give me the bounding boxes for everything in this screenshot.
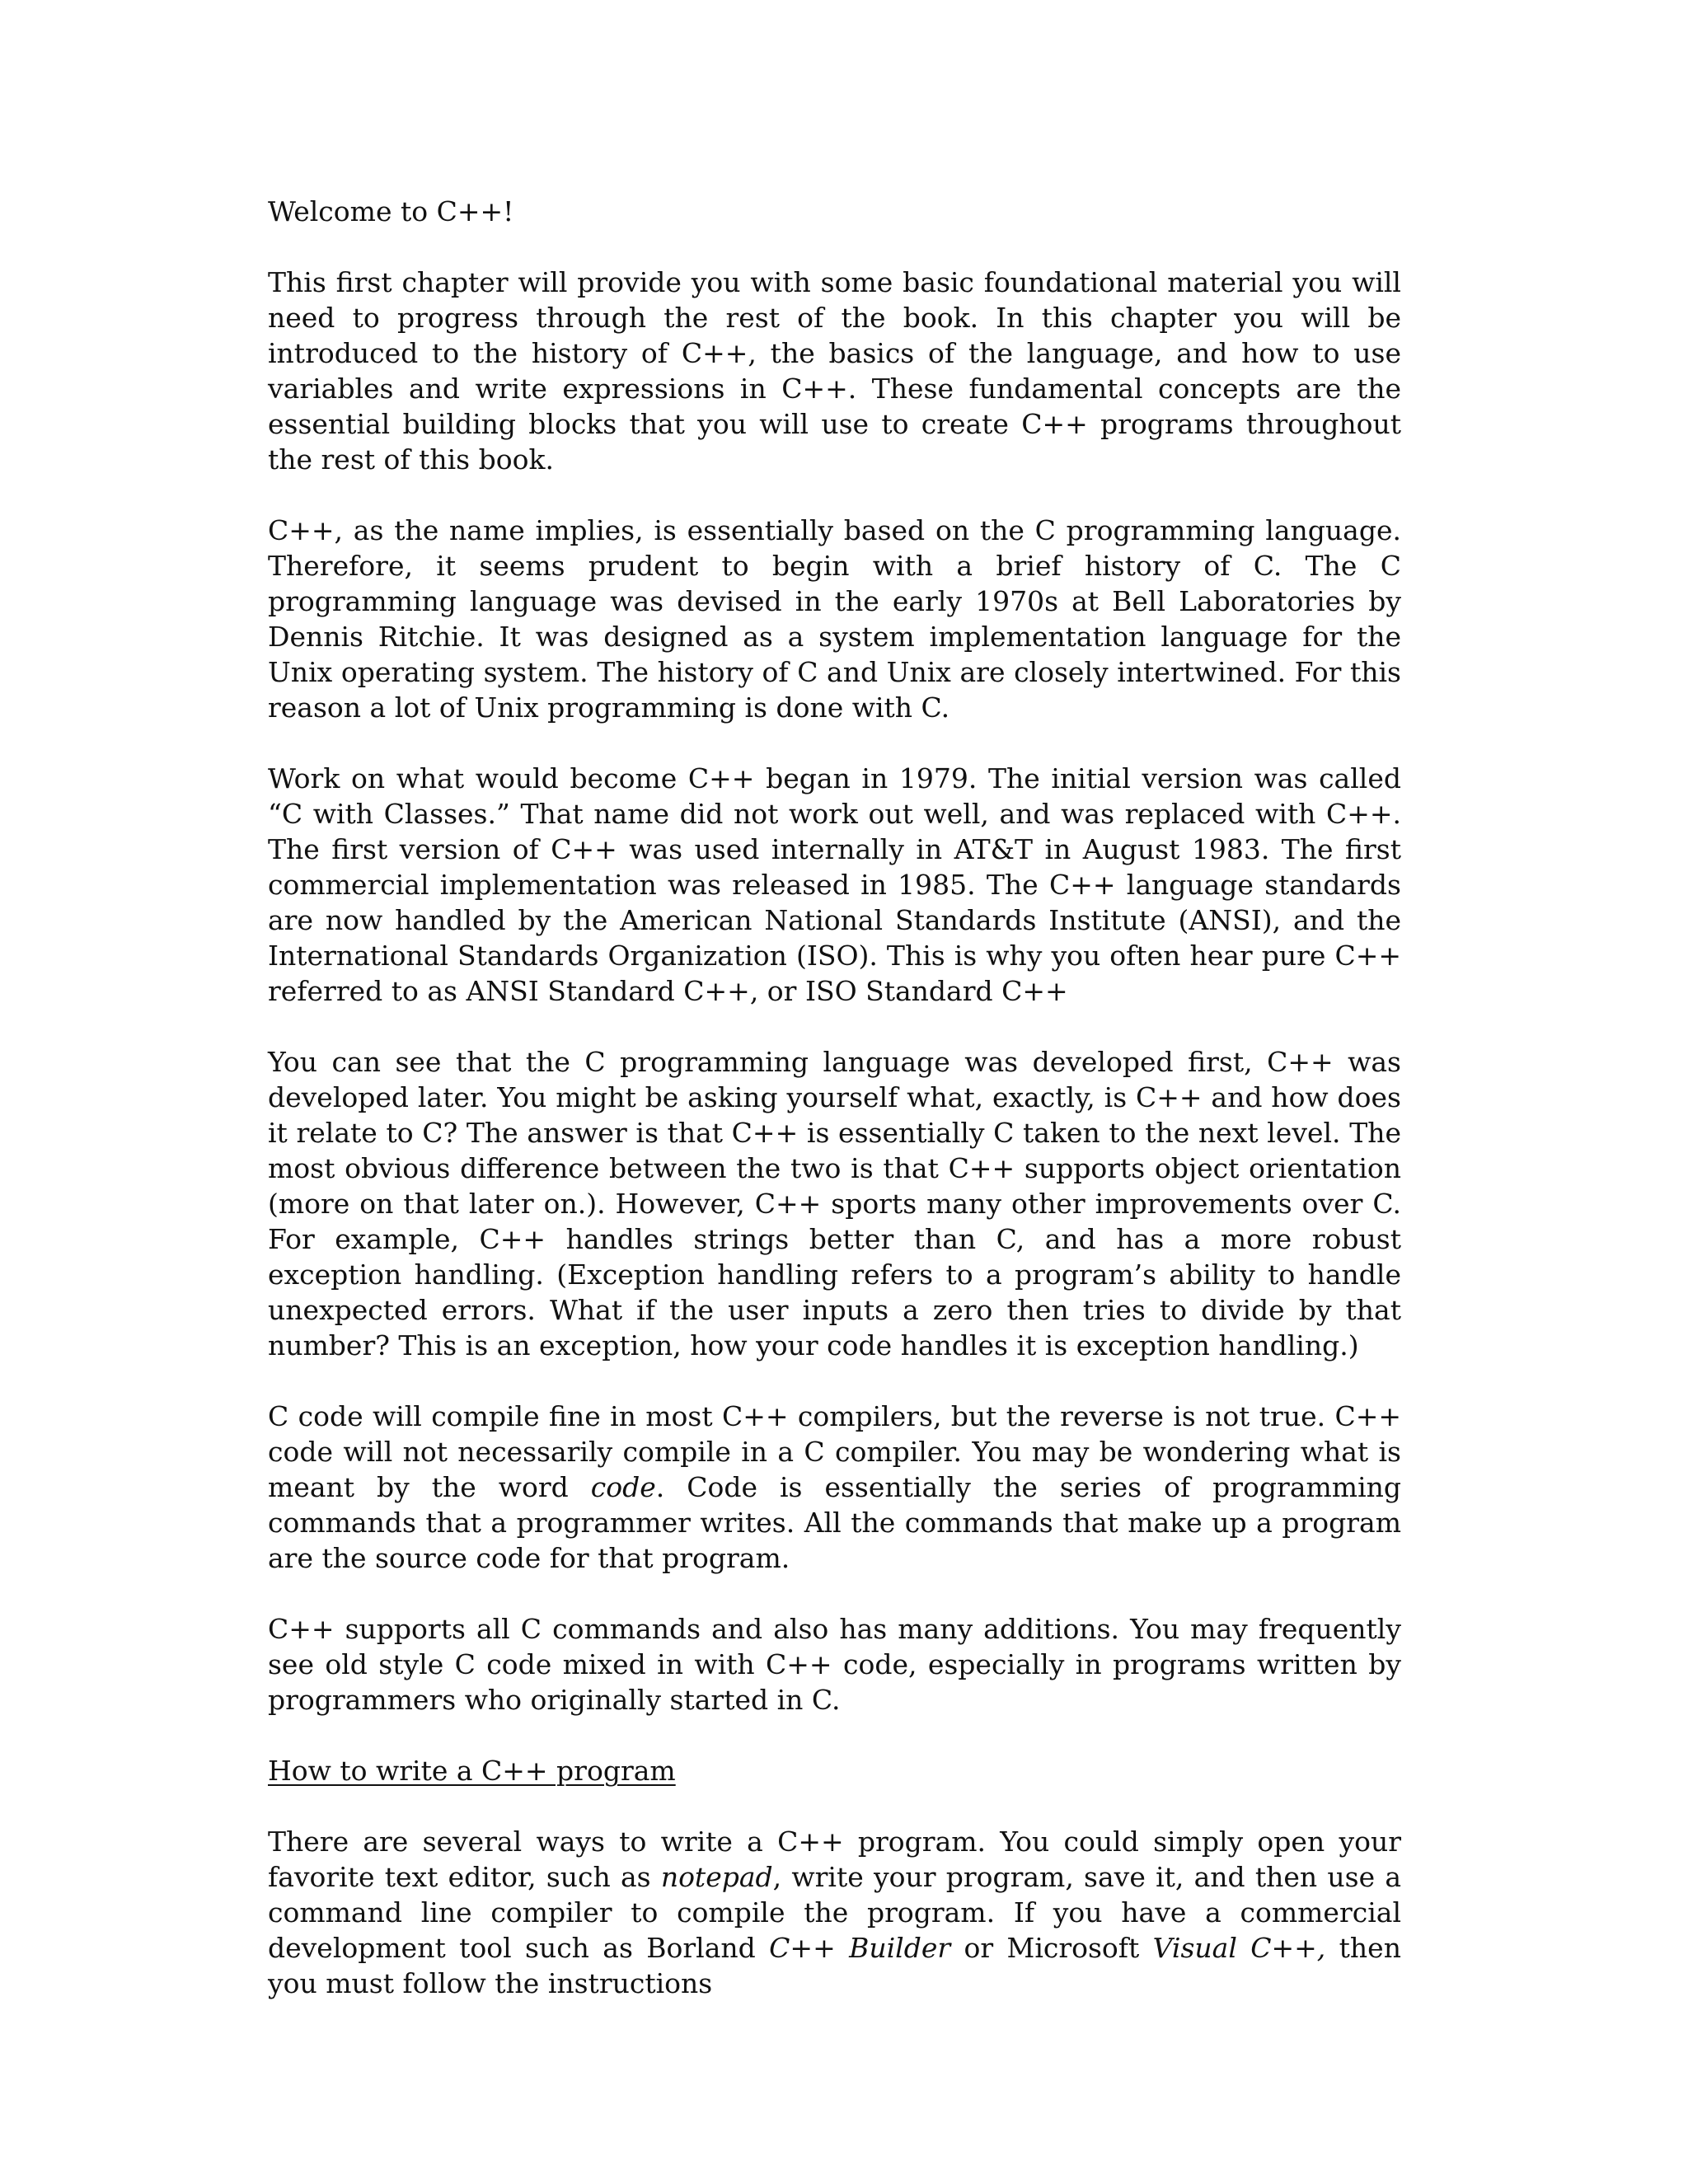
editor-name: notepad: [660, 1861, 773, 1893]
document-page: [268, 194, 1401, 2001]
writing-text-3: or Microsoft: [950, 1932, 1153, 1964]
code-term: code: [590, 1471, 656, 1503]
c-history-paragraph: C++, as the name implies, is essentially based on the C programming language. Therefore, it seems prudent to begin with a brief history of C. The C programming language was devised in the early 1970s at Bell Laboratories by Dennis Ritchie. It was designed as a system implementation language for the Unix operating system. The history of C and Unix are closely intertwined. For this reason a lot of Unix programming is done with C.: [268, 514, 1401, 724]
compile-text-after: . Code is essentially the series of programming commands that a programmer writes. All the commands that make up a program are the source code for that program.: [268, 1471, 1402, 1574]
compile-text-before: C code will compile fine in most C++ compilers, but the reverse is not true. C++ code will not necessarily compile in a C compiler. You may be wondering what is meant by the word: [268, 1400, 1401, 1503]
intro-paragraph: This first chapter will provide you with some basic foundational material you will need to progress through the rest of the book. In this chapter you will be introduced to the history of C++, the basics of the language, and how to use variables and write expressions in C++. These fundamental concepts are the essential building blocks that you will use to create C++ programs throughout the rest of this book.: [268, 266, 1401, 476]
comparison-paragraph: You can see that the C programming language was developed first, C++ was developed later. You might be asking yourself what, exactly, is C++ and how does it relate to C? The answer is that C++ is essentially C taken to the next level. The most obvious difference between the two is that C++ supports object orientation (more on that later on.). However, C++ sports many other improvements over C. For example, C++ handles strings better than C, and has a more robust exception handling. (Exception handling refers to a program’s ability to handle unexpected errors. What if the user inputs a zero then tries to divide by that number? This is an exception, how your code handles it is exception handling.): [268, 1046, 1401, 1361]
additions-paragraph: C++ supports all C commands and also has many additions. You may frequently see old style C code mixed in with C++ code, especially in programs written by programmers who originally started in C.: [268, 1613, 1401, 1716]
tool-name-builder: C++ Builder: [769, 1932, 951, 1964]
writing-paragraph: [268, 1824, 1401, 2001]
tool-name-visual: Visual C++,: [1152, 1932, 1326, 1964]
cpp-history-paragraph: Work on what would become C++ began in 1979. The initial version was called “C with Classes.” That name did not work out well, and was replaced with C++. The first version of C++ was used internally in AT&T in August 1983. The first commercial implementation was released in 1985. The C++ language standards are now handled by the American National Standards Institute (ANSI), and the International Standards Organization (ISO). This is why you often hear pure C++ referred to as ANSI Standard C++, or ISO Standard C++: [268, 762, 1401, 1007]
section-heading: How to write a C++ program: [268, 1755, 676, 1787]
writing-text-2: , write your program, save it, and then use a command line compiler to compile the program. If you have a commercial development tool such as Borland: [268, 1861, 1401, 1964]
greeting-line: Welcome to C++!: [268, 195, 514, 227]
compile-paragraph: [268, 1399, 1401, 1576]
writing-text-4: then you must follow the instructions: [268, 1932, 1401, 1999]
writing-text-1: There are several ways to write a C++ program. You could simply open your favorite text editor, such as: [268, 1825, 1401, 1893]
